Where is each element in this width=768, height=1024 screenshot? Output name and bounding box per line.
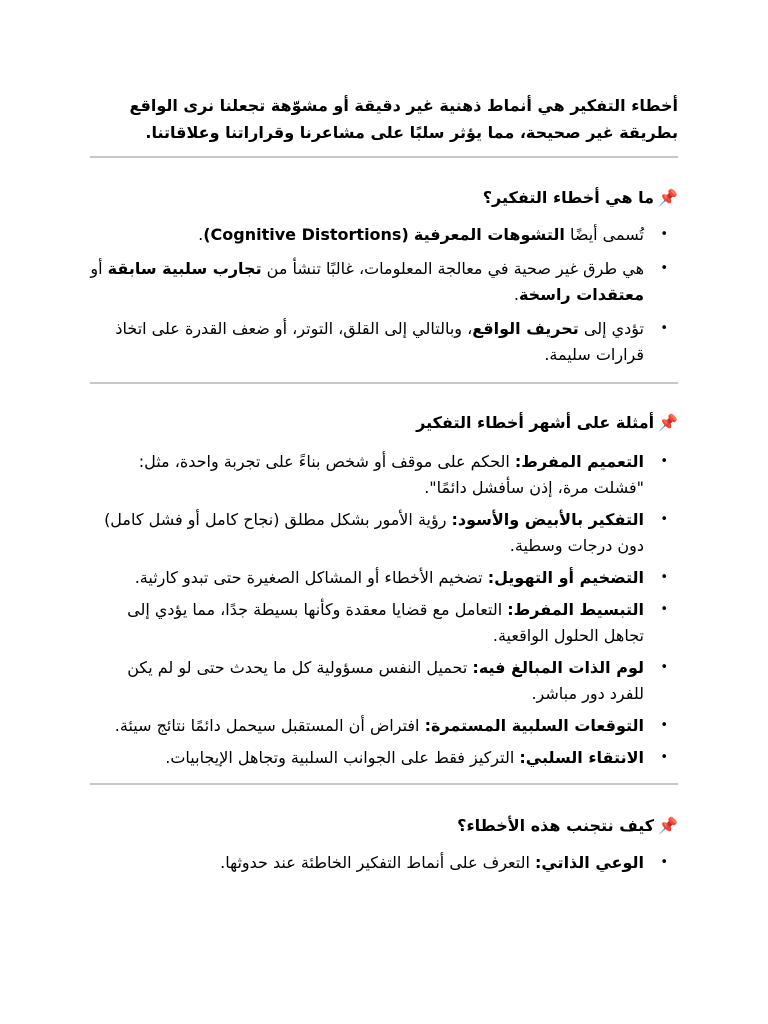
pushpin-icon: 📌: [658, 413, 678, 432]
bold-term: تجارب سلبية سابقة: [107, 259, 262, 278]
list-item: • التبسيط المفرط: التعامل مع قضايا معقدة وكأنها بسيطة جدًا، مما يؤدي إلى تجاهل الحلول الواقعية.: [90, 597, 678, 649]
bold-term: معتقدات راسخة: [518, 285, 644, 304]
pushpin-icon: 📌: [658, 188, 678, 207]
list-item: • التضخيم أو التهويل: تضخيم الأخطاء أو المشاكل الصغيرة حتى تبدو كارثية.: [90, 565, 678, 591]
bold-term: تحريف الواقع: [472, 319, 579, 338]
bullet-icon: •: [660, 512, 668, 527]
bullet-icon: •: [660, 261, 668, 276]
section-title: كيف نتجنب هذه الأخطاء؟: [457, 816, 655, 835]
document-content: [90, 92, 678, 876]
bold-term: التبسيط المفرط:: [507, 600, 644, 619]
section-what-heading: [90, 186, 678, 210]
bullet-icon: •: [660, 227, 668, 242]
list-item: • التوقعات السلبية المستمرة: افتراض أن المستقبل سيحمل دائمًا نتائج سيئة.: [90, 713, 678, 739]
definition-list: [90, 222, 678, 368]
bold-term: (Cognitive Distortions): [203, 225, 409, 244]
list-item: • هي طرق غير صحية في معالجة المعلومات، غالبًا تنشأ من تجارب سلبية سابقة أو معتقدات راسخة.: [90, 256, 678, 308]
list-item: • التفكير بالأبيض والأسود: رؤية الأمور بشكل مطلق (نجاح كامل أو فشل كامل) دون درجات وسطية.: [90, 507, 678, 559]
bold-term: الوعي الذاتي:: [534, 853, 644, 872]
bullet-icon: •: [660, 321, 668, 336]
bullet-icon: •: [660, 570, 668, 585]
bullet-icon: •: [660, 718, 668, 733]
bold-term: التشوهات المعرفية: [413, 225, 565, 244]
tips-list: [90, 850, 678, 876]
bold-term: التضخيم أو التهويل:: [487, 568, 644, 587]
list-item: • التعميم المفرط: الحكم على موقف أو شخص بناءً على تجربة واحدة، مثل: "فشلت مرة، إذن سأفشل دائمًا".: [90, 449, 678, 501]
list-item: • لوم الذات المبالغ فيه: تحميل النفس مسؤولية كل ما يحدث حتى لو لم يكن للفرد دور مباشر.: [90, 655, 678, 707]
divider: [90, 382, 678, 384]
bullet-icon: •: [660, 855, 668, 870]
bullet-icon: •: [660, 602, 668, 617]
list-item: • الوعي الذاتي: التعرف على أنماط التفكير الخاطئة عند حدوثها.: [90, 850, 678, 876]
section-avoid-heading: [90, 814, 678, 838]
pushpin-icon: 📌: [658, 816, 678, 835]
examples-list: [90, 449, 678, 771]
bold-term: الانتقاء السلبي:: [519, 748, 644, 767]
section-examples-heading: [90, 411, 678, 435]
bold-term: التوقعات السلبية المستمرة:: [424, 716, 644, 735]
list-item: • الانتقاء السلبي: التركيز فقط على الجوانب السلبية وتجاهل الإيجابيات.: [90, 745, 678, 771]
intro-paragraph: أخطاء التفكير هي أنماط ذهنية غير دقيقة أو مشوّهة تجعلنا نرى الواقع بطريقة غير صحيحة، مما يؤثر سلبًا على مشاعرنا وقراراتنا وعلاقاتنا.: [129, 96, 678, 142]
section-title: أمثلة على أشهر أخطاء التفكير: [416, 413, 655, 432]
bullet-icon: •: [660, 454, 668, 469]
bold-term: التفكير بالأبيض والأسود:: [451, 510, 644, 529]
section-title: ما هي أخطاء التفكير؟: [482, 188, 655, 207]
divider: [90, 783, 678, 785]
list-item: • تُسمى أيضًا التشوهات المعرفية (Cognitive Distortions).: [90, 222, 678, 248]
divider: [90, 156, 678, 158]
bold-term: التعميم المفرط:: [514, 452, 644, 471]
list-item: • تؤدي إلى تحريف الواقع، وبالتالي إلى القلق، التوتر، أو ضعف القدرة على اتخاذ قرارات سليمة.: [90, 316, 678, 368]
bullet-icon: •: [660, 660, 668, 675]
bullet-icon: •: [660, 750, 668, 765]
bold-term: لوم الذات المبالغ فيه:: [472, 658, 644, 677]
